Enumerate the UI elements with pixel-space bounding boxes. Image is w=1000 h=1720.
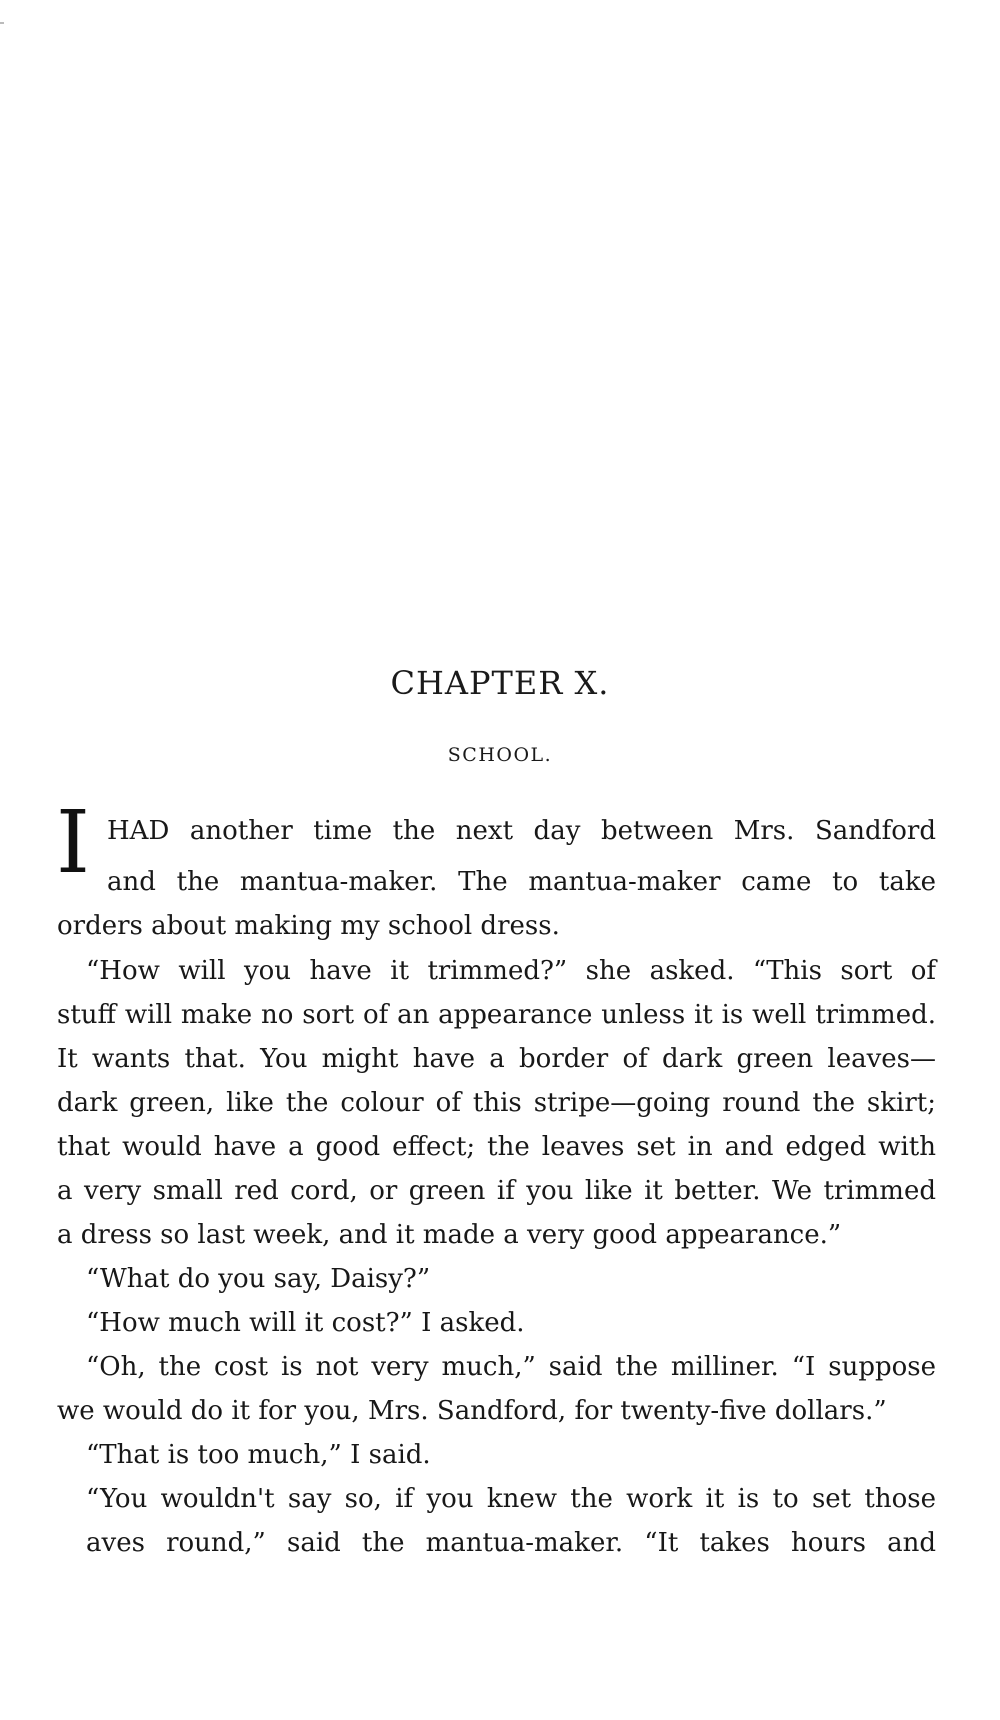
scan-speck <box>0 22 4 24</box>
paragraph-line: “How will you have it trimmed?” she asked. “This sort of <box>86 956 936 986</box>
paragraph-line: a very small red cord, or green if you like it better. We trimmed <box>57 1176 936 1206</box>
paragraph-line: and the mantua-maker. The mantua-maker came to take <box>107 867 936 897</box>
paragraph-line: “You wouldn't say so, if you knew the work it is to set those <box>86 1484 936 1514</box>
paragraph-line: It wants that. You might have a border of dark green leaves— <box>57 1044 936 1074</box>
paragraph-line: orders about making my school dress. <box>57 911 560 941</box>
paragraph-line: we would do it for you, Mrs. Sandford, for twenty-five dollars.” <box>57 1396 887 1426</box>
paragraph-line: a dress so last week, and it made a very good appearance.” <box>57 1220 842 1250</box>
paragraph-line: dark green, like the colour of this stripe—going round the skirt; <box>57 1088 936 1118</box>
paragraph-line: “What do you say, Daisy?” <box>86 1264 431 1294</box>
paragraph-line: HAD another time the next day between Mrs. Sandford <box>107 816 936 846</box>
chapter-title: SCHOOL. <box>447 744 553 766</box>
paragraph-line: aves round,” said the mantua-maker. “It takes hours and <box>86 1528 936 1558</box>
paragraph-line: “Oh, the cost is not very much,” said the milliner. “I suppose <box>86 1352 936 1382</box>
chapter-heading: CHAPTER X. <box>390 664 610 702</box>
paragraph-line: “That is too much,” I said. <box>86 1440 431 1470</box>
paragraph-line: “How much will it cost?” I asked. <box>86 1308 525 1338</box>
paragraph-line: stuff will make no sort of an appearance unless it is well trimmed. <box>57 1000 936 1030</box>
drop-cap-letter: I <box>56 793 90 893</box>
paragraph-line: that would have a good effect; the leaves set in and edged with <box>57 1132 936 1162</box>
